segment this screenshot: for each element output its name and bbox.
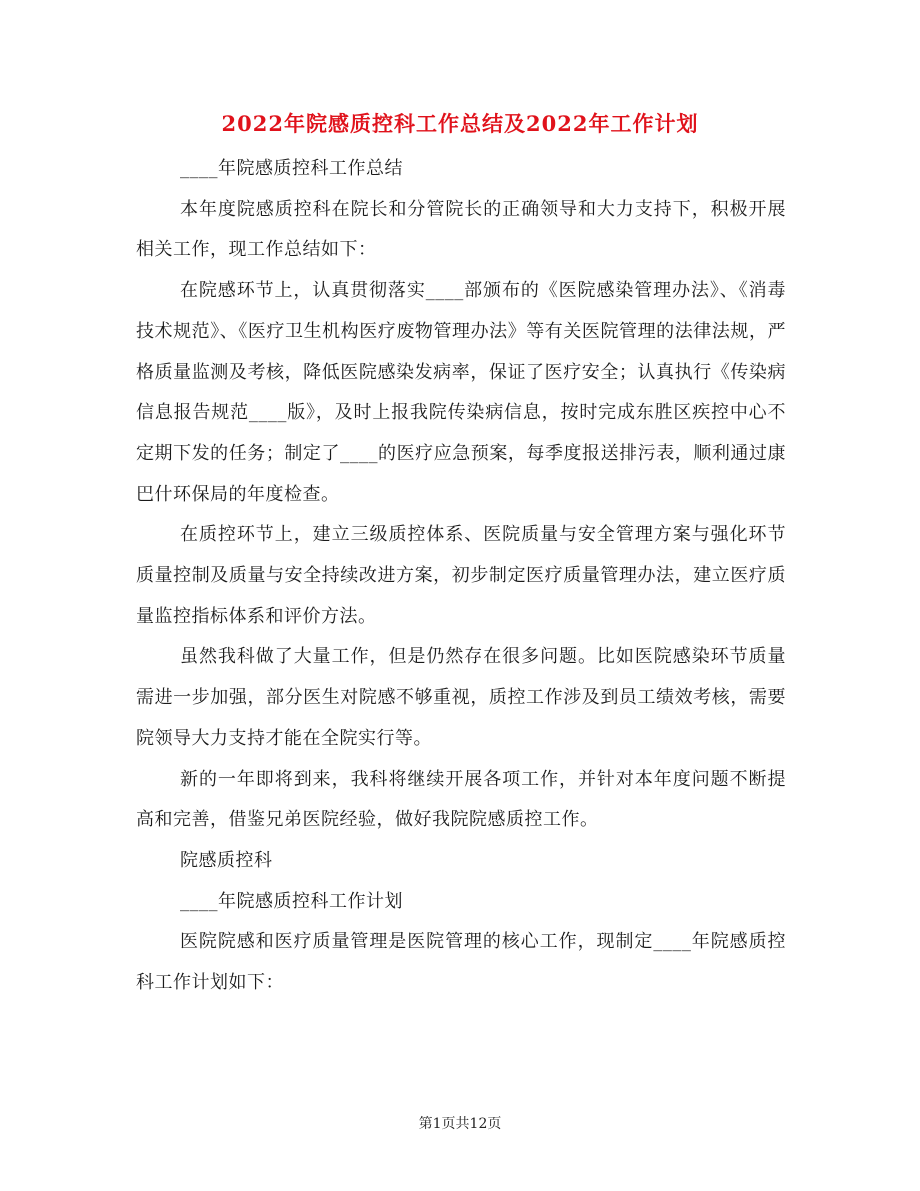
paragraph-problems: 虽然我科做了大量工作，但是仍然存在很多问题。比如医院感染环节质量需进一步加强，部分医生对院感不够重视，质控工作涉及到员工绩效考核，需要院领导大力支持才能在全院实行等。 (136, 646, 786, 749)
paragraph-outlook: 新的一年即将到来，我科将继续开展各项工作，并针对本年度问题不断提高和完善，借鉴兄弟医院经验，做好我院院感质控工作。 (136, 768, 786, 831)
document-body (136, 149, 786, 1004)
paragraph-quality-control: 在质控环节上，建立三级质控体系、医院质量与安全管理方案与强化环节质量控制及质量与安全持续改进方案，初步制定医疗质量管理办法，建立医疗质量监控指标体系和评价方法。 (136, 524, 786, 627)
paragraph-plan-intro: 医院院感和医疗质量管理是医院管理的核心工作，现制定____年院感质控科工作计划如下： (136, 931, 786, 994)
document-title: 2022年院感质控科工作总结及2022年工作计划 (221, 111, 699, 136)
paragraph-signature: 院感质控科 (180, 849, 273, 871)
paragraph-intro: 本年度院感质控科在院长和分管院长的正确领导和大力支持下，积极开展相关工作，现工作总结如下： (136, 198, 786, 261)
section-heading-plan: ____年院感质控科工作计划 (180, 890, 403, 912)
section-heading-summary: ____年院感质控科工作总结 (180, 158, 403, 179)
page-number-footer: 第1页共12页 (418, 1116, 502, 1132)
paragraph-infection-control: 在院感环节上，认真贯彻落实____部颁布的《医院感染管理办法》、《消毒技术规范》、《医疗卫生机构医疗废物管理办法》等有关医院管理的法律法规，严格质量监测及考核，降低医院感染发病率，保证了医疗安全；认真执行《传染病信息报告规范____版》，及时上报我院传染病信息，按时完成东胜区疾控中心不定期下发的任务；制定了____的医疗应急预案，每季度报送排污表，顺利通过康巴什环保局的年度检查。 (136, 280, 786, 505)
